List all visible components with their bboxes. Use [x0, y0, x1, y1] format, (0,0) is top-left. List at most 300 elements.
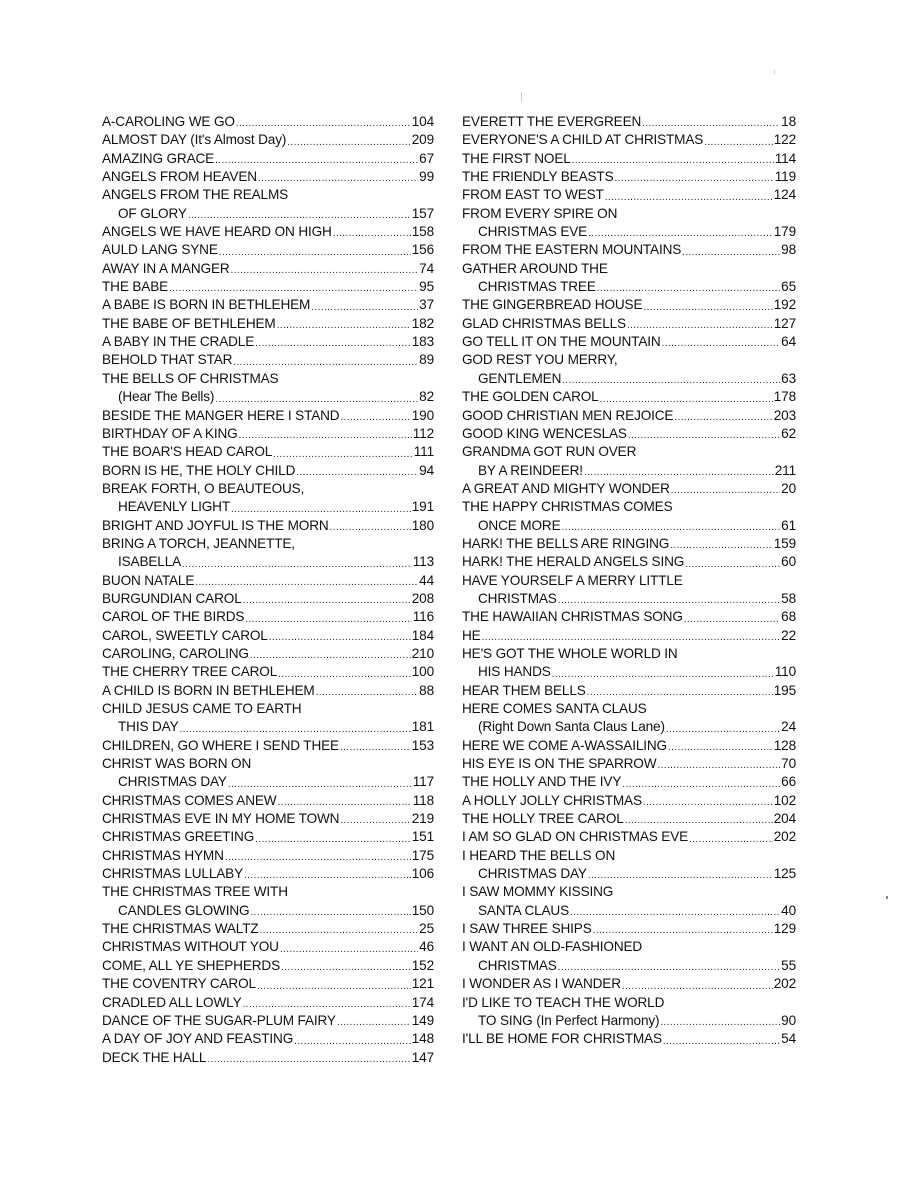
- entry-page-number: 195: [773, 682, 796, 698]
- index-entry: [102, 535, 434, 572]
- entry-title-line: [462, 407, 796, 425]
- entry-title-line: [462, 975, 796, 993]
- entry-page-number: 95: [419, 279, 434, 295]
- entry-title-continuation: [462, 517, 796, 535]
- entry-title: A BABY IN THE CRADLE: [102, 334, 255, 350]
- dot-leader: [233, 356, 418, 370]
- entry-title: HEAVENLY LIGHT: [118, 499, 230, 515]
- entry-title: THE BELLS OF CHRISTMAS: [102, 370, 279, 386]
- entry-title-line: [102, 957, 434, 975]
- index-entry: [102, 627, 434, 645]
- entry-title: CHRISTMAS DAY: [478, 866, 587, 882]
- index-entry: [462, 333, 796, 351]
- entry-title-continuation: [462, 902, 796, 920]
- index-entry: [102, 994, 434, 1012]
- entry-page-number: 60: [781, 554, 796, 570]
- entry-page-number: 124: [773, 187, 796, 203]
- entry-title-continuation: [462, 223, 796, 241]
- index-entry: [462, 828, 796, 846]
- entry-page-number: 55: [781, 957, 796, 973]
- index-entry: [462, 443, 796, 480]
- entry-title-line: [462, 425, 796, 443]
- entry-title-line: [462, 150, 796, 168]
- index-entry: [102, 755, 434, 792]
- dot-leader: [625, 814, 773, 828]
- index-entry: [102, 737, 434, 755]
- scan-mark-right: [886, 896, 888, 899]
- dot-leader: [330, 521, 411, 535]
- entry-page-number: 128: [773, 737, 796, 753]
- entry-title-line: [462, 755, 796, 773]
- dot-leader: [663, 1035, 780, 1049]
- entry-title-line: [102, 535, 434, 553]
- entry-title-continuation: [102, 388, 434, 406]
- entry-title: THE BABE OF BETHLEHEM: [102, 315, 276, 331]
- entry-title: CHRISTMAS TREE: [478, 279, 596, 295]
- index-entry: [102, 957, 434, 975]
- entry-title: CHRISTMAS DAY: [118, 774, 227, 790]
- dot-leader: [561, 521, 780, 535]
- index-entry: [102, 370, 434, 407]
- dot-leader: [558, 594, 780, 608]
- entry-page-number: 24: [781, 719, 796, 735]
- index-entry: [462, 480, 796, 498]
- entry-page-number: 88: [419, 682, 434, 698]
- index-entry: [462, 113, 796, 131]
- index-entry: [102, 828, 434, 846]
- entry-title: BRING A TORCH, JEANNETTE,: [102, 535, 295, 551]
- entry-title: CHILD JESUS CAME TO EARTH: [102, 701, 302, 716]
- entry-title: THE BOAR'S HEAD CAROL: [102, 444, 273, 460]
- dot-leader: [685, 558, 780, 572]
- index-entry: [102, 168, 434, 186]
- entry-title: BURGUNDIAN CAROL: [102, 590, 242, 606]
- entry-title-line: [462, 810, 796, 828]
- entry-title: GATHER AROUND THE: [462, 260, 608, 276]
- entry-title: CHRISTMAS EVE IN MY HOME TOWN: [102, 811, 340, 827]
- entry-page-number: 211: [774, 462, 796, 478]
- index-entry: [102, 1012, 434, 1030]
- entry-title-continuation: [462, 718, 796, 736]
- index-entry: [102, 1030, 434, 1048]
- entry-title: DANCE OF THE SUGAR-PLUM FAIRY: [102, 1012, 336, 1028]
- entry-title-line: [462, 480, 796, 498]
- dot-leader: [615, 172, 774, 186]
- entry-title-line: [102, 792, 434, 810]
- entry-page-number: 63: [781, 370, 796, 386]
- entry-title: GO TELL IT ON THE MOUNTAIN: [462, 334, 661, 350]
- dot-leader: [280, 943, 418, 957]
- dot-leader: [605, 191, 773, 205]
- index-entry: [102, 425, 434, 443]
- dot-leader: [228, 778, 412, 792]
- index-entry: [102, 975, 434, 993]
- entry-page-number: 191: [411, 499, 434, 515]
- entry-page-number: 159: [773, 535, 796, 551]
- entry-title: BUON NATALE: [102, 572, 195, 588]
- scan-mark-top-right: [774, 70, 775, 74]
- entry-page-number: 18: [781, 114, 796, 129]
- entry-title-continuation: [462, 278, 796, 296]
- entry-page-number: 104: [411, 114, 434, 129]
- entry-title-continuation: [462, 663, 796, 681]
- dot-leader: [340, 411, 410, 425]
- index-entry: [462, 241, 796, 259]
- entry-title: THE BABE: [102, 279, 169, 295]
- index-column-right: [462, 113, 796, 1049]
- index-entry: [462, 737, 796, 755]
- index-entry: [102, 443, 434, 461]
- entry-title-continuation: [102, 498, 434, 516]
- index-entry: [102, 131, 434, 149]
- entry-title: ANGELS WE HAVE HEARD ON HIGH: [102, 224, 332, 240]
- entry-title: GLAD CHRISTMAS BELLS: [462, 315, 626, 331]
- dot-leader: [666, 723, 780, 737]
- entry-title-line: [462, 938, 796, 956]
- entry-title: GRANDMA GOT RUN OVER: [462, 444, 637, 460]
- index-entry: [462, 150, 796, 168]
- entry-title: BREAK FORTH, O BEAUTEOUS,: [102, 480, 305, 496]
- dot-leader: [588, 869, 773, 883]
- entry-page-number: 184: [411, 627, 434, 643]
- entry-title: ISABELLA: [118, 554, 182, 570]
- dot-leader: [278, 796, 412, 810]
- index-entry: [102, 700, 434, 737]
- entry-title: HEAR THEM BELLS: [462, 682, 586, 698]
- entry-title-continuation: [462, 370, 796, 388]
- dot-leader: [294, 1035, 411, 1049]
- entry-page-number: 121: [411, 976, 434, 992]
- entry-title: THE HOLLY AND THE IVY: [462, 774, 622, 790]
- entry-title: (Hear The Bells): [118, 389, 215, 405]
- dot-leader: [643, 796, 773, 810]
- entry-title-line: [462, 443, 796, 461]
- entry-page-number: 106: [411, 866, 434, 882]
- entry-title: A HOLLY JOLLY CHRISTMAS: [462, 792, 642, 808]
- entry-title: TO SING (In Perfect Harmony): [478, 1012, 660, 1028]
- dot-leader: [674, 411, 772, 425]
- entry-title-line: [462, 608, 796, 626]
- entry-title-line: [102, 627, 434, 645]
- index-entry: [462, 920, 796, 938]
- entry-title: FROM EVERY SPIRE ON: [462, 205, 618, 221]
- entry-title-continuation: [102, 553, 434, 571]
- entry-title-line: [102, 370, 434, 388]
- dot-leader: [188, 209, 411, 223]
- entry-title: A CHILD IS BORN IN BETHLEHEM: [102, 682, 315, 698]
- index-entry: [102, 608, 434, 626]
- entry-title: HIS EYE IS ON THE SPARROW: [462, 756, 657, 772]
- entry-page-number: 102: [773, 792, 796, 808]
- entry-title-line: [102, 315, 434, 333]
- dot-leader: [179, 723, 410, 737]
- index-entry: [102, 480, 434, 517]
- entry-title: HARK! THE HERALD ANGELS SING: [462, 554, 685, 570]
- entry-page-number: 210: [411, 645, 434, 661]
- entry-title-line: [102, 333, 434, 351]
- entry-title-line: [102, 296, 434, 314]
- entry-page-number: 65: [781, 279, 796, 295]
- entry-title-line: [462, 333, 796, 351]
- index-entry: [462, 260, 796, 297]
- entry-title-line: [462, 260, 796, 278]
- entry-title-continuation: [102, 773, 434, 791]
- index-entry: [462, 608, 796, 626]
- entry-title: HARK! THE BELLS ARE RINGING: [462, 535, 670, 551]
- index-entry: [462, 186, 796, 204]
- dot-leader: [231, 264, 419, 278]
- entry-page-number: 99: [419, 169, 434, 185]
- entry-title-line: [102, 425, 434, 443]
- entry-page-number: 94: [419, 462, 434, 478]
- entry-page-number: 25: [419, 921, 434, 937]
- entry-title: THE FRIENDLY BEASTS: [462, 169, 614, 185]
- entry-title-line: [102, 113, 434, 131]
- entry-page-number: 98: [781, 242, 796, 258]
- entry-title: THE FIRST NOEL: [462, 150, 571, 166]
- entry-title: THE GINGERBREAD HOUSE: [462, 297, 643, 313]
- entry-title: A-CAROLING WE GO: [102, 114, 235, 129]
- index-entry: [462, 407, 796, 425]
- entry-title: THIS DAY: [118, 719, 179, 735]
- entry-page-number: 150: [411, 902, 434, 918]
- entry-title: THE CHERRY TREE CAROL: [102, 664, 278, 680]
- entry-title-line: [102, 131, 434, 149]
- entry-title: COME, ALL YE SHEPHERDS: [102, 957, 281, 973]
- entry-title-line: [462, 847, 796, 865]
- dot-leader: [316, 686, 419, 700]
- dot-leader: [572, 154, 774, 168]
- index-entry: [462, 315, 796, 333]
- entry-title-line: [102, 700, 434, 718]
- dot-leader: [273, 448, 413, 462]
- dot-leader: [278, 668, 411, 682]
- entry-title: ANGELS FROM THE REALMS: [102, 187, 289, 203]
- entry-page-number: 112: [412, 425, 434, 441]
- entry-title-line: [102, 278, 434, 296]
- entry-page-number: 37: [419, 297, 434, 313]
- index-entry: [102, 883, 434, 920]
- dot-leader: [627, 319, 773, 333]
- entry-title-line: [102, 443, 434, 461]
- entry-page-number: 183: [411, 334, 434, 350]
- index-entry: [102, 938, 434, 956]
- entry-title-line: [462, 553, 796, 571]
- dot-leader: [558, 961, 780, 975]
- entry-title: A BABE IS BORN IN BETHLEHEM: [102, 297, 311, 313]
- entry-title: I SAW MOMMY KISSING: [462, 884, 614, 900]
- index-entry: [102, 792, 434, 810]
- entry-title-continuation: [462, 1012, 796, 1030]
- index-entry: [462, 131, 796, 149]
- entry-title: CHRISTMAS LULLABY: [102, 866, 243, 882]
- index-entry: [462, 847, 796, 884]
- entry-page-number: 70: [781, 756, 796, 772]
- entry-title: GENTLEMEN: [478, 370, 562, 386]
- entry-title-line: [462, 186, 796, 204]
- entry-page-number: 129: [773, 921, 796, 937]
- entry-page-number: 153: [411, 737, 434, 753]
- entry-title: EVERETT THE EVERGREEN: [462, 114, 642, 129]
- entry-title-line: [462, 700, 796, 718]
- entry-title-line: [102, 847, 434, 865]
- entry-title-line: [102, 480, 434, 498]
- entry-page-number: 202: [773, 976, 796, 992]
- entry-page-number: 61: [781, 517, 796, 533]
- dot-leader: [668, 741, 773, 755]
- index-entry: [102, 847, 434, 865]
- entry-title-line: [462, 351, 796, 369]
- dot-leader: [657, 759, 780, 773]
- entry-title-continuation: [462, 590, 796, 608]
- entry-page-number: 44: [419, 572, 434, 588]
- dot-leader: [670, 539, 773, 553]
- entry-title-line: [102, 865, 434, 883]
- entry-title: HERE COMES SANTA CLAUS: [462, 701, 647, 716]
- index-entry: [102, 407, 434, 425]
- entry-title: BY A REINDEER!: [478, 462, 583, 478]
- entry-title: CHILDREN, GO WHERE I SEND THEE: [102, 737, 339, 753]
- entry-page-number: 90: [781, 1012, 796, 1028]
- entry-title-line: [462, 645, 796, 663]
- entry-title-line: [462, 315, 796, 333]
- entry-title: THE HAPPY CHRISTMAS COMES: [462, 499, 673, 515]
- entry-title: BRIGHT AND JOYFUL IS THE MORN: [102, 517, 329, 533]
- entry-title-line: [102, 920, 434, 938]
- dot-leader: [340, 741, 411, 755]
- entry-page-number: 174: [411, 994, 434, 1010]
- entry-page-number: 204: [773, 811, 796, 827]
- entry-title-line: [102, 883, 434, 901]
- entry-title-line: [462, 792, 796, 810]
- index-entry: [102, 278, 434, 296]
- index-entry: [102, 462, 434, 480]
- entry-title-continuation: [102, 718, 434, 736]
- dot-leader: [704, 136, 773, 150]
- entry-title-line: [462, 737, 796, 755]
- entry-title-line: [102, 462, 434, 480]
- index-entry: [462, 975, 796, 993]
- index-entry: [462, 388, 796, 406]
- index-entry: [462, 755, 796, 773]
- entry-title: AWAY IN A MANGER: [102, 260, 230, 276]
- dot-leader: [207, 1053, 410, 1067]
- entry-title: AMAZING GRACE: [102, 150, 215, 166]
- dot-leader: [597, 282, 780, 296]
- entry-title: CAROL, SWEETLY CAROL: [102, 627, 268, 643]
- index-entry: [462, 792, 796, 810]
- entry-title-line: [462, 131, 796, 149]
- dot-leader: [255, 833, 411, 847]
- dot-leader: [258, 172, 418, 186]
- entry-title: I'LL BE HOME FOR CHRISTMAS: [462, 1031, 662, 1047]
- entry-title: CAROL OF THE BIRDS: [102, 609, 245, 625]
- dot-leader: [257, 980, 411, 994]
- dot-leader: [269, 631, 411, 645]
- entry-title-line: [462, 241, 796, 259]
- entry-page-number: 149: [411, 1012, 434, 1028]
- entry-title: I AM SO GLAD ON CHRISTMAS EVE: [462, 829, 689, 845]
- entry-page-number: 179: [773, 224, 796, 240]
- entry-title-line: [462, 113, 796, 131]
- dot-leader: [244, 869, 411, 883]
- entry-title-line: [462, 773, 796, 791]
- index-entry: [462, 627, 796, 645]
- dot-leader: [682, 246, 780, 260]
- entry-title-line: [102, 168, 434, 186]
- dot-leader: [622, 980, 773, 994]
- dot-leader: [552, 668, 774, 682]
- dot-leader: [242, 998, 410, 1012]
- dot-leader: [287, 136, 411, 150]
- index-entry: [462, 535, 796, 553]
- dot-leader: [260, 924, 419, 938]
- dot-leader: [277, 319, 411, 333]
- entry-title-continuation: [102, 902, 434, 920]
- entry-page-number: 20: [781, 480, 796, 496]
- index-entry: [462, 168, 796, 186]
- index-entry: [462, 351, 796, 388]
- entry-title: BESIDE THE MANGER HERE I STAND: [102, 407, 340, 423]
- index-entry: [462, 938, 796, 975]
- entry-title: THE CHRISTMAS TREE WITH: [102, 884, 288, 900]
- entry-title-continuation: [462, 865, 796, 883]
- dot-leader: [562, 374, 780, 388]
- dot-leader: [255, 337, 411, 351]
- entry-title: AULD LANG SYNE: [102, 242, 218, 258]
- entry-title-line: [462, 205, 796, 223]
- entry-page-number: 147: [411, 1049, 434, 1065]
- entry-title: THE CHRISTMAS WALTZ: [102, 921, 259, 937]
- entry-title: FROM THE EASTERN MOUNTAINS: [462, 242, 682, 258]
- entry-title: I WONDER AS I WANDER: [462, 976, 621, 992]
- dot-leader: [169, 282, 418, 296]
- entry-page-number: 209: [411, 132, 434, 148]
- entry-page-number: 100: [411, 664, 434, 680]
- index-entry: [102, 1049, 434, 1067]
- entry-title: ONCE MORE: [478, 517, 561, 533]
- entry-title: CHRISTMAS EVE: [478, 224, 588, 240]
- index-entry: [462, 994, 796, 1031]
- entry-title-line: [102, 186, 434, 204]
- entry-title: A DAY OF JOY AND FEASTING: [102, 1031, 294, 1047]
- entry-title-line: [102, 351, 434, 369]
- entry-title-line: [102, 810, 434, 828]
- entry-title: CHRISTMAS WITHOUT YOU: [102, 939, 279, 955]
- index-entry: [102, 333, 434, 351]
- index-entry: [102, 351, 434, 369]
- entry-page-number: 127: [773, 315, 796, 331]
- entry-page-number: 152: [411, 957, 434, 973]
- entry-title: DECK THE HALL: [102, 1049, 207, 1065]
- entry-title-continuation: [462, 957, 796, 975]
- dot-leader: [215, 393, 418, 407]
- dot-leader: [689, 833, 773, 847]
- entry-page-number: 219: [411, 811, 434, 827]
- entry-page-number: 157: [411, 205, 434, 221]
- entry-title: CAROLING, CAROLING: [102, 645, 249, 661]
- entry-title: I HEARD THE BELLS ON: [462, 847, 616, 863]
- dot-leader: [182, 558, 412, 572]
- index-entry: [102, 296, 434, 314]
- dot-leader: [245, 613, 411, 627]
- entry-page-number: 58: [781, 590, 796, 606]
- dot-leader: [660, 1016, 780, 1030]
- index-entry: [462, 883, 796, 920]
- index-entry: [462, 553, 796, 571]
- entry-page-number: 113: [412, 554, 434, 570]
- entry-page-number: 122: [773, 132, 796, 148]
